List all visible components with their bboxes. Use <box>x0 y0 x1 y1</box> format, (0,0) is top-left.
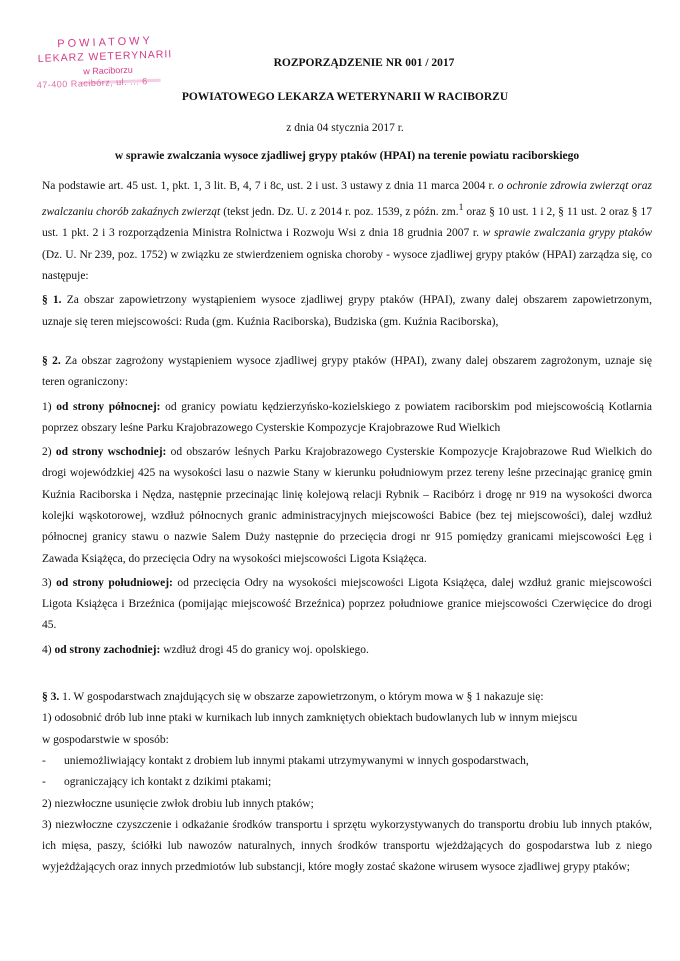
section-3-item-2: 2) niezwłoczne usunięcie zwłok drobiu lub innych ptaków; <box>42 797 314 810</box>
preamble <box>42 176 652 287</box>
dash-mark: - <box>42 754 46 767</box>
regulation-title: w sprawie zwalczania grypy ptaków <box>482 227 652 240</box>
section-1 <box>42 290 652 333</box>
item-direction: od strony północnej: <box>56 400 161 413</box>
preamble-text-2: (tekst jedn. Dz. U. z 2014 r. poz. 1539, z późn. zm. <box>220 206 459 219</box>
section-2-item-3 <box>42 573 652 637</box>
item-text: od granicy powiatu kędzierzyńsko-kozielskiego z powiatem raciborskim pod miejscowością Kotlarnia poprzez obszary leśne Parku Krajobrazowego Cysterskie Kompozycje Krajobrazowe Rud Wielkich <box>42 400 652 434</box>
section-2-label: § 2. <box>42 354 61 367</box>
dash-mark: - <box>42 776 46 789</box>
dash-text: ograniczający ich kontakt z dzikimi ptakami; <box>64 776 272 789</box>
issuer-title: POWIATOWEGO LEKARZA WETERYNARII W RACIBORZU <box>181 91 509 103</box>
section-3-dash-1 <box>42 751 652 772</box>
preamble-text-4: (Dz. U. Nr 239, poz. 1752) w związku ze stwierdzeniem ogniska choroby - wysoce zjadliwej grypy ptaków (HPAI) zarządza się, co następuje: <box>42 248 652 283</box>
stamp-line-1: POWIATOWY <box>57 34 154 51</box>
regulation-number: ROZPORZĄDZENIE NR 001 / 2017 <box>273 57 455 69</box>
section-1-label: § 1. <box>42 294 62 307</box>
item-number: 1) <box>42 400 57 413</box>
item-direction: od strony południowej: <box>56 576 173 589</box>
section-3-item-3: 3) niezwłoczne czyszczenie i odkażanie środków transportu i sprzętu wykorzystywanych do transportu drobiu lub innych ptaków, ich mięsa, paszy, ściółki lub nawozów naturalnych, innych środków transportu wjeżdżających do gospodarstwa lub z niego wyjeżdżających oraz innych przedmiotów lub substancji, które mogły zostać skażone wirusem wysoce zjadliwej grypy ptaków; <box>42 818 652 874</box>
item-direction: od strony zachodniej: <box>54 643 161 656</box>
section-3-item-1b: w gospodarstwie w sposób: <box>42 733 169 746</box>
section-3-dash-2 <box>42 772 652 793</box>
stamp-line-3: w Raciborzu <box>83 64 133 77</box>
preamble-text-1: Na podstawie art. 45 ust. 1, pkt. 1, 3 lit. B, 4, 7 i 8c, ust. 2 i ust. 3 ustawy z dnia 11 marca 2004 r. <box>42 180 498 192</box>
stamp-line-4: 47-400 Racibórz, ul. ... 6 <box>36 76 148 91</box>
section-2-item-2 <box>42 442 652 570</box>
section-3-intro: 1. W gospodarstwach znajdujących się w obszarze zapowietrzonym, o którym mowa w § 1 nakazuje się: <box>59 691 544 704</box>
section-1-text: Za obszar zapowietrzony wystąpieniem wysoce zjadliwej grypy ptaków (HPAI), zwany dalej obszarem zapowietrzonym, uznaje się teren miejscowości: Ruda (gm. Kuźnia Raciborska), Budziska (gm. Kuźnia Raciborska), <box>42 294 653 328</box>
item-number: 3) <box>42 576 57 589</box>
document-subject: w sprawie zwalczania wysoce zjadliwej grypy ptaków (HPAI) na terenie powiatu raciborskiego <box>114 150 580 162</box>
section-2-text: Za obszar zagrożony wystąpieniem wysoce zjadliwej grypy ptaków (HPAI), zwany dalej obszarem zagrożonym, uznaje się teren ograniczony: <box>42 354 652 389</box>
document-date: z dnia 04 stycznia 2017 r. <box>286 122 404 134</box>
footnote-mark: 1 <box>458 202 464 214</box>
section-3-label: § 3. <box>42 691 60 704</box>
section-2-item-1 <box>42 397 652 440</box>
stamp-line-2: LEKARZ WETERYNARII <box>37 48 173 65</box>
section-2-item-4 <box>42 640 652 661</box>
item-text: od obszarów leśnych Parku Krajobrazowego Cysterskie Kompozycje Krajobrazowe Rud Wielkich do drogi wojewódzkiej 425 na wysokości lasu o nazwie Stany w kierunku południowym przez tereny leśne przecinając granicę gmin Kuźnia Raciborska i Nędza, następnie przecinając linię kolejową relacji Rybnik – Racibórz i drogę nr 919 na wysokości dworca kolejki wąskotorowej, wzdłuż północnych granic administracyjnych miejscowości Babice (bez tej miejscowości), dalej wzdłuż północnej granicy stawu o nazwie Salem Duży następnie do przecięcia drogi nr 915 pomiędzy granicami miejscowości Łęg i Zawada Książęca, do przecięcia Odry na wysokości miejscowości Ligota Książęca. <box>42 446 652 565</box>
item-number: 4) <box>42 643 55 656</box>
item-text: wzdłuż drogi 45 do granicy woj. opolskiego. <box>160 643 369 656</box>
item-text: od przecięcia Odry na wysokości miejscowości Ligota Książęca, dalej wzdłuż granic miejscowości Ligota Książęca i Brzeźnica (pomijając miejscowość Brzeźnica) poprzez południowe granice miejscowości Czerwięcice do drogi 45. <box>42 576 652 632</box>
preamble-text-3: oraz § 10 ust. 1 i 2, § 11 ust. 2 oraz § 17 ust. 1 pkt. 2 i 3 rozporządzenia Ministra Rolnictwa i Rozwoju Wsi z dnia 18 grudnia 2007 r. <box>42 206 652 240</box>
section-3 <box>42 687 652 708</box>
document-body <box>42 176 652 879</box>
item-number: 2) <box>42 446 56 459</box>
act-title: o ochronie zdrowia zwierząt oraz zwalczaniu chorób zakaźnych zwierząt <box>42 180 652 219</box>
section-3-item-1a: 1) odosobnić drób lub inne ptaki w kurnikach lub innych zamkniętych obiektach budowlanych lub w innym miejscu <box>42 712 578 725</box>
item-direction: od strony wschodniej: <box>55 446 167 459</box>
dash-text: uniemożliwiający kontakt z drobiem lub innymi ptakami utrzymywanymi w innych gospodarstwach, <box>64 754 529 767</box>
section-2 <box>42 351 652 394</box>
